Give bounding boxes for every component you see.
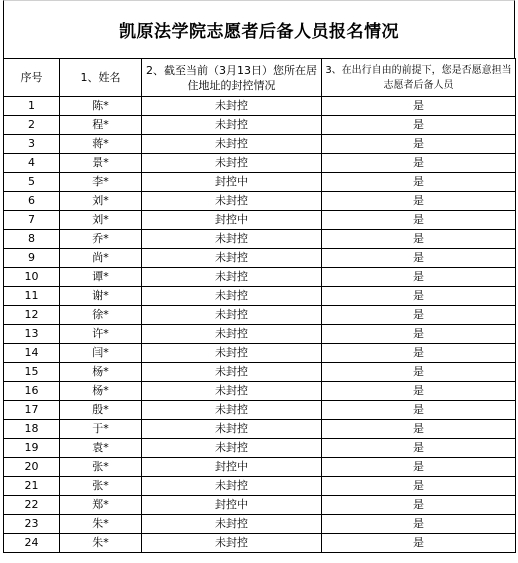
cell-name[interactable]: 杨*	[60, 363, 142, 382]
cell-willing[interactable]: 是	[322, 496, 516, 515]
table-row	[4, 173, 516, 192]
cell-name[interactable]: 于*	[60, 420, 142, 439]
cell-index[interactable]: 14	[4, 344, 60, 363]
registration-table	[3, 58, 516, 553]
cell-status[interactable]: 未封控	[142, 439, 322, 458]
cell-willing[interactable]: 是	[322, 97, 516, 116]
cell-index[interactable]: 21	[4, 477, 60, 496]
cell-index[interactable]: 1	[4, 97, 60, 116]
table-row	[4, 420, 516, 439]
cell-status[interactable]: 封控中	[142, 173, 322, 192]
table-row	[4, 230, 516, 249]
cell-willing[interactable]: 是	[322, 116, 516, 135]
cell-name[interactable]: 刘*	[60, 192, 142, 211]
cell-status[interactable]: 未封控	[142, 135, 322, 154]
cell-index[interactable]: 13	[4, 325, 60, 344]
cell-willing[interactable]: 是	[322, 268, 516, 287]
cell-status[interactable]: 未封控	[142, 325, 322, 344]
cell-willing[interactable]: 是	[322, 173, 516, 192]
table-row	[4, 325, 516, 344]
cell-index[interactable]: 8	[4, 230, 60, 249]
cell-willing[interactable]: 是	[322, 515, 516, 534]
cell-index[interactable]: 7	[4, 211, 60, 230]
cell-willing[interactable]: 是	[322, 325, 516, 344]
cell-index[interactable]: 24	[4, 534, 60, 553]
cell-status[interactable]: 未封控	[142, 401, 322, 420]
header-status: 2、截至当前（3月13日）您所在居住地址的封控情况	[142, 59, 322, 97]
cell-status[interactable]: 封控中	[142, 496, 322, 515]
cell-name[interactable]: 闫*	[60, 344, 142, 363]
cell-status[interactable]: 未封控	[142, 230, 322, 249]
cell-name[interactable]: 谭*	[60, 268, 142, 287]
cell-name[interactable]: 朱*	[60, 534, 142, 553]
table-row	[4, 439, 516, 458]
cell-index[interactable]: 17	[4, 401, 60, 420]
cell-index[interactable]: 3	[4, 135, 60, 154]
cell-name[interactable]: 李*	[60, 173, 142, 192]
cell-status[interactable]: 未封控	[142, 192, 322, 211]
cell-status[interactable]: 未封控	[142, 287, 322, 306]
table-row	[4, 515, 516, 534]
cell-name[interactable]: 张*	[60, 458, 142, 477]
cell-status[interactable]: 未封控	[142, 534, 322, 553]
table-row	[4, 534, 516, 553]
cell-status[interactable]: 未封控	[142, 97, 322, 116]
cell-name[interactable]: 郑*	[60, 496, 142, 515]
cell-name[interactable]: 谢*	[60, 287, 142, 306]
cell-name[interactable]: 陈*	[60, 97, 142, 116]
cell-index[interactable]: 23	[4, 515, 60, 534]
sheet-title: 凯原法学院志愿者后备人员报名情况	[3, 0, 515, 58]
table-row	[4, 97, 516, 116]
cell-status[interactable]: 未封控	[142, 363, 322, 382]
header-willing: 3、在出行自由的前提下，您是否愿意担当志愿者后备人员	[322, 59, 516, 97]
table-row	[4, 496, 516, 515]
cell-index[interactable]: 4	[4, 154, 60, 173]
cell-willing[interactable]: 是	[322, 306, 516, 325]
table-row	[4, 401, 516, 420]
cell-status[interactable]: 未封控	[142, 382, 322, 401]
cell-willing[interactable]: 是	[322, 477, 516, 496]
cell-status[interactable]: 未封控	[142, 477, 322, 496]
cell-index[interactable]: 19	[4, 439, 60, 458]
header-name: 1、姓名	[60, 59, 142, 97]
cell-name[interactable]: 尚*	[60, 249, 142, 268]
cell-status[interactable]: 未封控	[142, 420, 322, 439]
cell-name[interactable]: 许*	[60, 325, 142, 344]
table-row	[4, 458, 516, 477]
table-row	[4, 116, 516, 135]
cell-willing[interactable]: 是	[322, 439, 516, 458]
header-row	[4, 59, 516, 97]
cell-willing[interactable]: 是	[322, 420, 516, 439]
cell-willing[interactable]: 是	[322, 154, 516, 173]
cell-status[interactable]: 封控中	[142, 211, 322, 230]
cell-willing[interactable]: 是	[322, 401, 516, 420]
cell-index[interactable]: 2	[4, 116, 60, 135]
table-row	[4, 154, 516, 173]
table-row	[4, 382, 516, 401]
cell-willing[interactable]: 是	[322, 230, 516, 249]
cell-name[interactable]: 袁*	[60, 439, 142, 458]
cell-status[interactable]: 未封控	[142, 344, 322, 363]
cell-status[interactable]: 未封控	[142, 154, 322, 173]
table-row	[4, 344, 516, 363]
cell-status[interactable]: 未封控	[142, 306, 322, 325]
cell-index[interactable]: 20	[4, 458, 60, 477]
cell-index[interactable]: 18	[4, 420, 60, 439]
table-row	[4, 192, 516, 211]
cell-index[interactable]: 15	[4, 363, 60, 382]
table-row	[4, 287, 516, 306]
cell-index[interactable]: 5	[4, 173, 60, 192]
cell-status[interactable]: 未封控	[142, 268, 322, 287]
cell-willing[interactable]: 是	[322, 458, 516, 477]
table-row	[4, 249, 516, 268]
cell-index[interactable]: 10	[4, 268, 60, 287]
cell-name[interactable]: 蒋*	[60, 135, 142, 154]
header-index: 序号	[4, 59, 60, 97]
cell-name[interactable]: 杨*	[60, 382, 142, 401]
cell-index[interactable]: 6	[4, 192, 60, 211]
cell-status[interactable]: 未封控	[142, 116, 322, 135]
cell-index[interactable]: 22	[4, 496, 60, 515]
cell-willing[interactable]: 是	[322, 192, 516, 211]
cell-name[interactable]: 朱*	[60, 515, 142, 534]
table-row	[4, 268, 516, 287]
cell-willing[interactable]: 是	[322, 135, 516, 154]
cell-index[interactable]: 12	[4, 306, 60, 325]
cell-index[interactable]: 9	[4, 249, 60, 268]
cell-name[interactable]: 乔*	[60, 230, 142, 249]
table-body	[4, 97, 516, 553]
cell-name[interactable]: 景*	[60, 154, 142, 173]
cell-willing[interactable]: 是	[322, 287, 516, 306]
cell-willing[interactable]: 是	[322, 534, 516, 553]
cell-name[interactable]: 徐*	[60, 306, 142, 325]
cell-name[interactable]: 刘*	[60, 211, 142, 230]
cell-index[interactable]: 11	[4, 287, 60, 306]
cell-willing[interactable]: 是	[322, 344, 516, 363]
table-row	[4, 211, 516, 230]
cell-status[interactable]: 未封控	[142, 515, 322, 534]
cell-willing[interactable]: 是	[322, 363, 516, 382]
cell-name[interactable]: 程*	[60, 116, 142, 135]
cell-status[interactable]: 未封控	[142, 249, 322, 268]
table-row	[4, 477, 516, 496]
cell-willing[interactable]: 是	[322, 249, 516, 268]
cell-name[interactable]: 张*	[60, 477, 142, 496]
cell-index[interactable]: 16	[4, 382, 60, 401]
table-row	[4, 135, 516, 154]
cell-status[interactable]: 封控中	[142, 458, 322, 477]
table-row	[4, 363, 516, 382]
cell-willing[interactable]: 是	[322, 211, 516, 230]
cell-name[interactable]: 殷*	[60, 401, 142, 420]
cell-willing[interactable]: 是	[322, 382, 516, 401]
table-row	[4, 306, 516, 325]
